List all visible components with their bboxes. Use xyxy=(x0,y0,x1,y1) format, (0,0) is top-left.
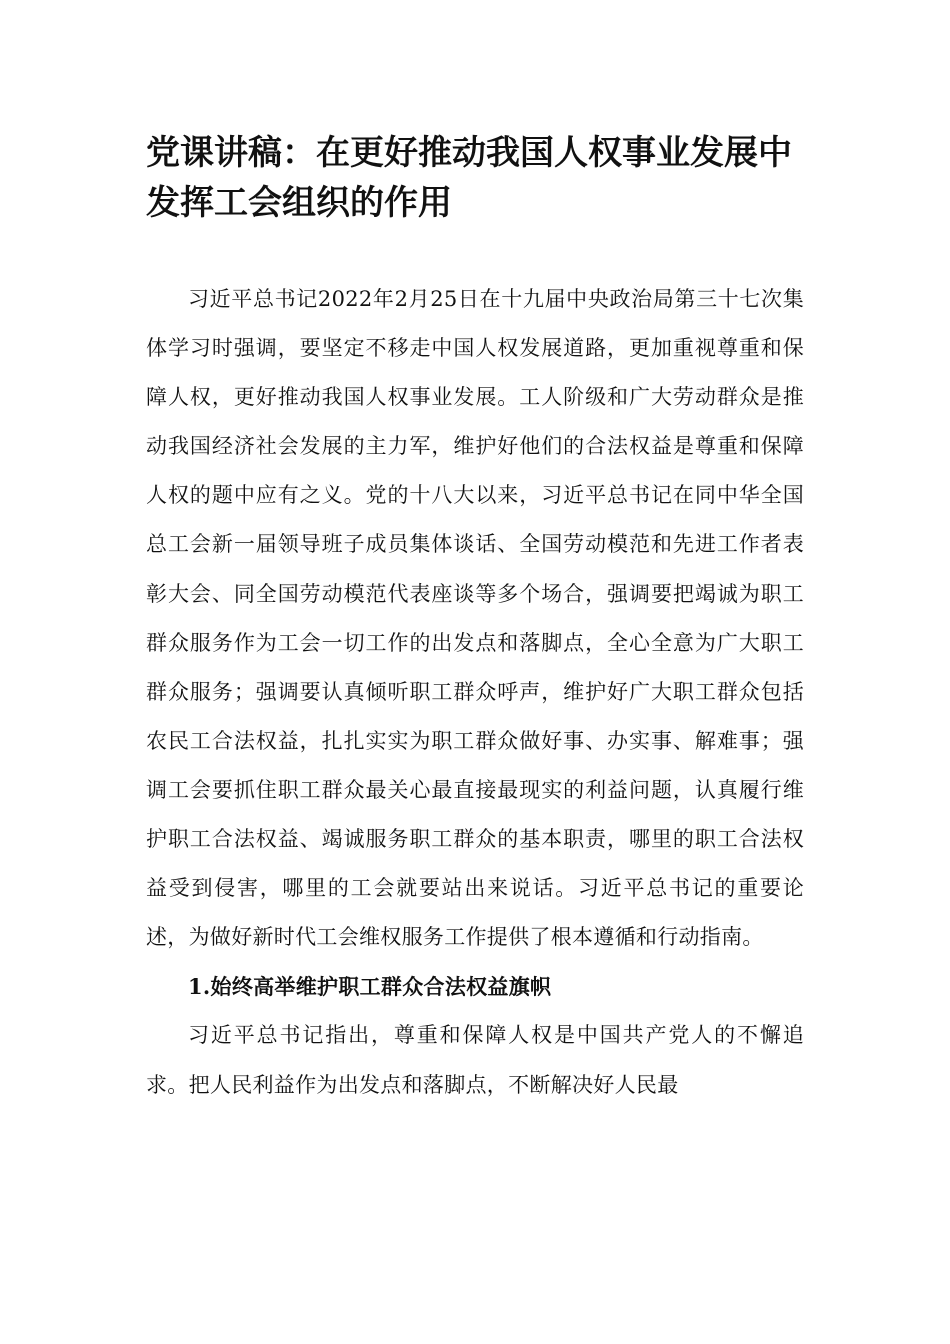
section-heading-1: 1.始终高举维护职工群众合法权益旗帜 xyxy=(188,974,552,1000)
document-body xyxy=(146,275,804,1110)
document-title: 党课讲稿：在更好推动我国人权事业发展中发挥工会组织的作用 xyxy=(146,133,792,223)
paragraph-section-1: 习近平总书记指出，尊重和保障人权是中国共产党人的不懈追求。把人民利益作为出发点和落脚点，不断解决好人民最 xyxy=(146,1023,804,1097)
paragraph-intro: 习近平总书记2022年2月25日在十九届中央政治局第三十七次集体学习时强调，要坚定不移走中国人权发展道路，更加重视尊重和保障人权，更好推动我国人权事业发展。工人阶级和广大劳动群众是推动我国经济社会发展的主力军，维护好他们的合法权益是尊重和保障人权的题中应有之义。党的十八大以来，习近平总书记在同中华全国总工会新一届领导班子成员集体谈话、全国劳动模范和先进工作者表彰大会、同全国劳动模范代表座谈等多个场合，强调要把竭诚为职工群众服务作为工会一切工作的出发点和落脚点，全心全意为广大职工群众服务；强调要认真倾听职工群众呼声，维护好广大职工群众包括农民工合法权益，扎扎实实为职工群众做好事、办实事、解难事；强调工会要抓住职工群众最关心最直接最现实的利益问题，认真履行维护职工合法权益、竭诚服务职工群众的基本职责，哪里的职工合法权益受到侵害，哪里的工会就要站出来说话。习近平总书记的重要论述，为做好新时代工会维权服务工作提供了根本遵循和行动指南。 xyxy=(146,287,804,950)
